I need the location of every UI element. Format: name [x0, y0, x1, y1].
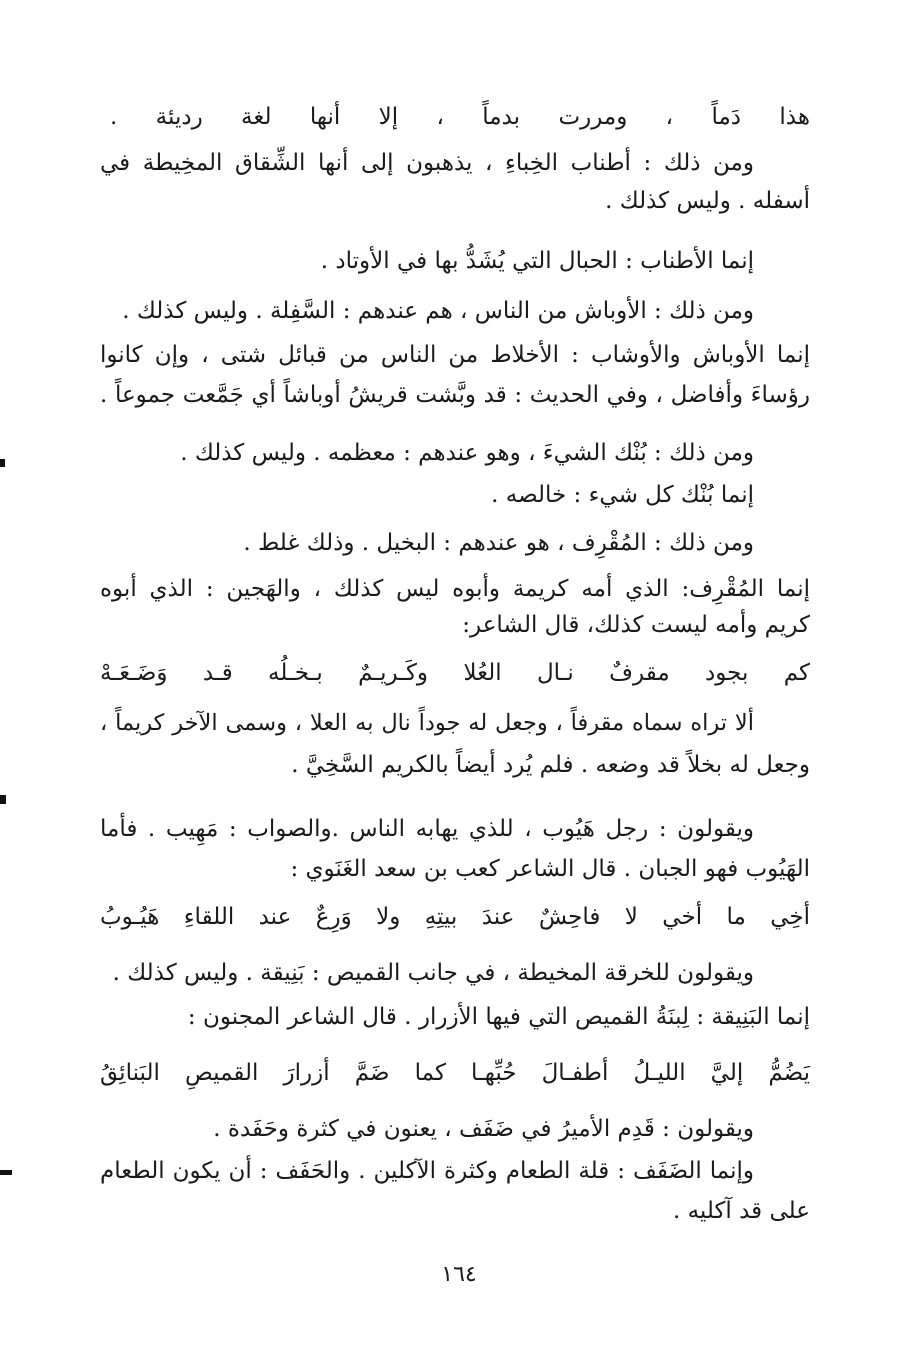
- scan-edge-mark: [0, 459, 5, 467]
- text-line: ويقولون : رجل هَيُوب ، للذي يهابه الناس .والصواب : مَهِيب . فأما: [100, 816, 754, 842]
- text-line: ومن ذلك : أطناب الخِباءِ ، يذهبون إلى أنها الشِّقاق المخِيطة في: [100, 150, 754, 176]
- verse-line: كم بجود مقرفٌ نـال العُلا وكَـريـمٌ بـخـلُه قـد وَضَـعَـهْ: [100, 660, 810, 686]
- text-line: ألا تراه سماه مقرفاً ، وجعل له جوداً نال به العلا ، وسمى الآخر كريماً ،: [100, 710, 754, 736]
- scan-edge-mark: [0, 795, 6, 804]
- scan-edge-mark: [0, 1170, 12, 1175]
- text-line: إنما البَنِيقة : لِبنَةُ القميص التي فيها الأزرار . قال الشاعر المجنون :: [187, 1004, 810, 1030]
- text-line: أسفله . وليس كذلك .: [605, 188, 810, 214]
- text-line: كريم وأمه ليست كذلك، قال الشاعر:: [462, 612, 810, 638]
- text-line: إنما المُقْرِف: الذي أمه كريمة وأبوه ليس كذلك ، والهَجين : الذي أبوه: [100, 576, 810, 602]
- text-line: رؤساءَ وأفاضل ، وفي الحديث : قد وبَّشت قريشُ أوباشاً أي جَمَّعت جموعاً .: [100, 382, 810, 408]
- page-number: ١٦٤: [441, 1262, 477, 1287]
- text-line: ويقولون للخرقة المخيطة ، في جانب القميص : بَنِيقة . وليس كذلك .: [112, 960, 754, 986]
- text-line: ويقولون : قَدِم الأميرُ في ضَفَف ، يعنون في كثرة وحَفَدة .: [213, 1116, 754, 1142]
- text-line: الهَيُوب فهو الجبان . قال الشاعر كعب بن سعد الغَنَوي :: [290, 856, 810, 882]
- text-line: هذا دَماً ، ومررت بدماً ، إلا أنها لغة رديئة .: [110, 104, 810, 130]
- text-line: على قد آكليه .: [672, 1198, 810, 1224]
- text-line: إنما بُنْك كل شيء : خالصه .: [491, 482, 754, 508]
- text-line: ومن ذلك : بُنْك الشيءَ ، وهو عندهم : معظمه . وليس كذلك .: [180, 440, 754, 466]
- text-line: ومن ذلك : المُقْرِف ، هو عندهم : البخيل . وذلك غلط .: [243, 530, 754, 556]
- text-line: إنما الأوباش والأوشاب : الأخلاط من الناس من قبائل شتى ، وإن كانوا: [100, 342, 810, 368]
- verse-line: أخِي ما أخي لا فاحِشٌ عندَ بيتِهِ ولا وَرِعٌ عند اللقاءِ هَيُـوبُ: [100, 904, 810, 930]
- verse-line: يَضُمُّ إليَّ الليـلُ أطفـالَ حُبِّهـا كما ضَمَّ أزرارَ القميصِ البَنائِقُ: [100, 1060, 810, 1086]
- text-line: إنما الأطناب : الحبال التي يُشَدُّ بها في الأوتاد .: [320, 248, 754, 274]
- text-line: وإنما الضَفَف : قلة الطعام وكثرة الآكلين . والحَفَف : أن يكون الطعام: [100, 1158, 754, 1184]
- text-line: وجعل له بخلاً قد وضعه . فلم يُرد أيضاً بالكريم السَّخِيَّ .: [291, 752, 810, 778]
- text-line: ومن ذلك : الأوباش من الناس ، هم عندهم : السَّفِلة . وليس كذلك .: [122, 298, 754, 324]
